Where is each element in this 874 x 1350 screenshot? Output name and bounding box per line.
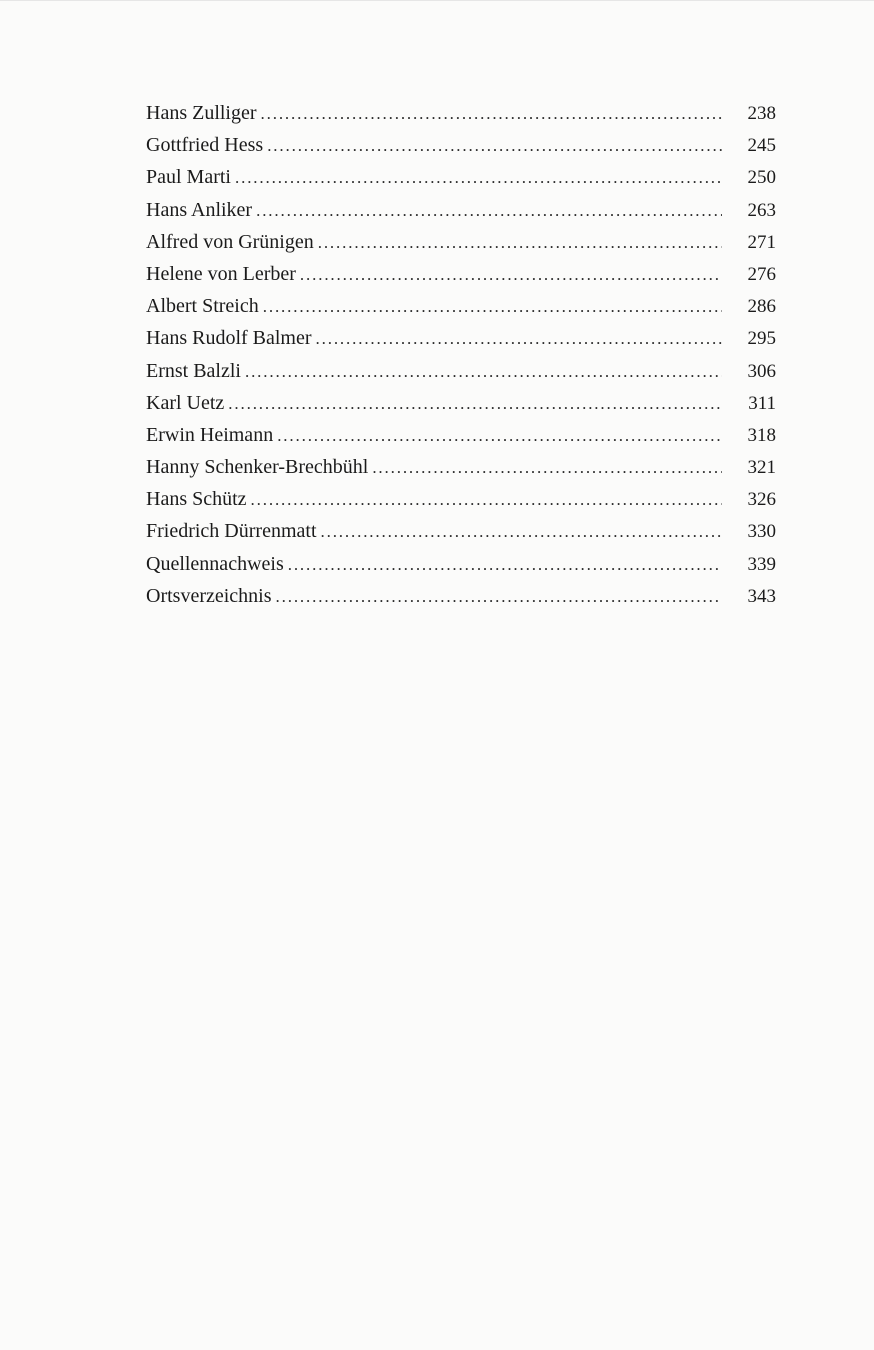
entry-page-number: 326 <box>747 489 776 511</box>
dot-leader <box>228 394 722 414</box>
dot-leader <box>316 329 722 349</box>
entry-page-number: 245 <box>747 135 776 157</box>
entry-name: Friedrich Dürrenmatt <box>146 520 317 543</box>
toc-entry <box>146 199 776 231</box>
toc-entry <box>146 231 776 263</box>
dot-leader <box>276 587 722 607</box>
toc-entry <box>146 134 776 166</box>
entry-name: Helene von Lerber <box>146 262 296 285</box>
entry-page-number: 321 <box>747 457 776 479</box>
entry-page-number: 250 <box>747 167 776 189</box>
toc-entry <box>146 520 776 552</box>
toc-entry <box>146 424 776 456</box>
dot-leader <box>263 297 722 317</box>
entry-name: Hans Anliker <box>146 198 253 221</box>
toc-entry <box>146 360 776 392</box>
dot-leader <box>251 490 722 510</box>
entry-name: Ortsverzeichnis <box>146 584 272 607</box>
entry-page-number: 238 <box>747 103 776 124</box>
entry-name: Hans Rudolf Balmer <box>146 327 312 350</box>
entry-name: Alfred von Grünigen <box>146 230 314 253</box>
dot-leader <box>245 362 722 382</box>
toc-entry <box>146 553 776 585</box>
entry-page-number: 318 <box>747 424 776 446</box>
dot-leader <box>235 168 722 188</box>
toc-entry <box>146 392 776 424</box>
entry-name: Ernst Balzli <box>146 359 241 382</box>
entry-page-number: 311 <box>748 392 776 414</box>
entry-page-number: 339 <box>747 553 776 575</box>
dot-leader <box>300 265 722 285</box>
entry-name: Erwin Heimann <box>146 423 274 446</box>
dot-leader <box>318 233 722 253</box>
entry-name: Gottfried Hess <box>146 134 264 157</box>
entry-page-number: 263 <box>747 199 776 221</box>
dot-leader <box>372 458 722 478</box>
table-of-contents <box>146 102 776 617</box>
entry-name: Paul Marti <box>146 166 231 189</box>
entry-page-number: 295 <box>747 328 776 350</box>
entry-name: Quellennachweis <box>146 552 284 575</box>
dot-leader <box>261 104 722 124</box>
dot-leader <box>288 555 722 575</box>
entry-page-number: 276 <box>747 263 776 285</box>
toc-entry <box>146 166 776 198</box>
toc-entry <box>146 585 776 617</box>
toc-entry <box>146 295 776 327</box>
entry-page-number: 286 <box>747 296 776 318</box>
toc-entry <box>146 488 776 520</box>
toc-entry <box>146 327 776 359</box>
dot-leader <box>267 136 722 156</box>
entry-name: Hans Schütz <box>146 488 247 511</box>
entry-page-number: 306 <box>747 360 776 382</box>
dot-leader <box>277 426 722 446</box>
dot-leader <box>256 201 722 221</box>
entry-page-number: 343 <box>747 585 776 607</box>
toc-entry <box>146 456 776 488</box>
toc-entry <box>146 263 776 295</box>
entry-name: Albert Streich <box>146 295 259 318</box>
entry-name: Hanny Schenker-Brechbühl <box>146 456 369 479</box>
entry-name: Hans Zulliger <box>146 102 257 124</box>
toc-entry <box>146 102 776 134</box>
dot-leader <box>321 522 723 542</box>
entry-page-number: 271 <box>747 231 776 253</box>
entry-page-number: 330 <box>747 521 776 543</box>
entry-name: Karl Uetz <box>146 391 225 414</box>
